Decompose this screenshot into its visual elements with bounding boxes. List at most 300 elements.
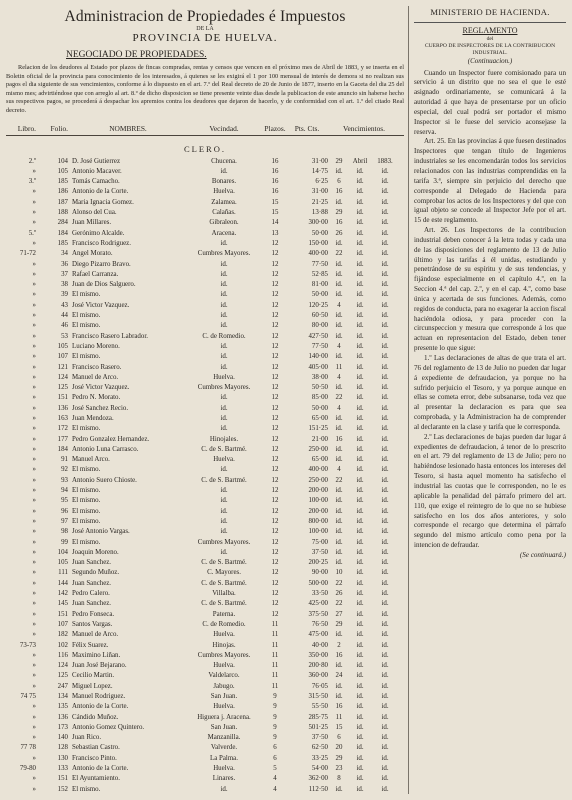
- row-dia: id.: [335, 785, 343, 793]
- row-mes: id.: [356, 167, 364, 175]
- row-mes: id.: [356, 538, 364, 546]
- row-cuota: 33·25: [311, 754, 328, 762]
- row-folio: 135: [57, 703, 68, 711]
- column-divider: [408, 6, 409, 794]
- row-anio: id.: [381, 301, 389, 309]
- table-row: [6, 455, 404, 465]
- row-plazos: 16: [271, 167, 279, 175]
- row-vecindad: C. de S. Bartmé.: [201, 579, 247, 587]
- row-cuota: 21·00: [311, 435, 328, 443]
- table-row: [6, 218, 404, 228]
- table-row: [6, 599, 404, 609]
- table-row: [6, 568, 404, 578]
- row-plazos: 11: [271, 662, 279, 670]
- row-dia: id.: [335, 260, 343, 268]
- row-dia: id.: [335, 538, 343, 546]
- row-anio: id.: [381, 569, 389, 577]
- row-vecindad: Cumbres Mayores.: [197, 250, 251, 258]
- row-name: Tomás Camacho.: [72, 178, 120, 186]
- row-libro: »: [32, 404, 36, 412]
- table-row: [6, 393, 404, 403]
- row-cuota: 250·00: [308, 476, 328, 484]
- row-dia: 22: [335, 394, 343, 402]
- row-cuota: 31·00: [311, 188, 328, 196]
- row-mes: id.: [356, 466, 364, 474]
- continuacion-label: (Continuacion.): [467, 56, 513, 65]
- row-vecindad: id.: [220, 404, 228, 412]
- row-plazos: 12: [271, 332, 279, 340]
- row-cuota: 200·00: [308, 487, 328, 495]
- row-folio: 125: [57, 384, 68, 392]
- row-vecindad: C. de Romedio.: [202, 332, 246, 340]
- row-plazos: 12: [271, 445, 279, 453]
- row-mes: id.: [356, 569, 364, 577]
- row-dia: id.: [335, 353, 343, 361]
- row-name: El mismo.: [72, 291, 101, 299]
- row-folio: 92: [61, 466, 68, 474]
- row-folio: 128: [57, 744, 68, 752]
- table-row: [6, 229, 404, 239]
- row-folio: 142: [57, 590, 68, 598]
- row-folio: 188: [57, 209, 68, 217]
- row-folio: 247: [57, 682, 68, 690]
- row-anio: id.: [381, 188, 389, 196]
- row-libro: »: [32, 662, 36, 670]
- table-row: [6, 527, 404, 537]
- row-plazos: 12: [271, 559, 279, 567]
- table-row: [6, 476, 404, 486]
- row-anio: id.: [381, 476, 389, 484]
- row-libro: »: [32, 384, 36, 392]
- row-libro: »: [32, 270, 36, 278]
- row-mes: id.: [356, 445, 364, 453]
- row-mes: id.: [356, 209, 364, 217]
- row-cuota: 200·00: [308, 507, 328, 515]
- row-anio: id.: [381, 631, 389, 639]
- table-row: [6, 239, 404, 249]
- row-dia: 22: [335, 476, 343, 484]
- row-plazos: 6: [273, 744, 277, 752]
- table-row: [6, 414, 404, 424]
- row-vecindad: C. de Romedio.: [202, 620, 246, 628]
- row-plazos: 9: [273, 723, 277, 731]
- table-row: [6, 702, 404, 712]
- row-mes: id.: [356, 219, 364, 227]
- row-libro: »: [32, 723, 36, 731]
- table-row: [6, 290, 404, 300]
- row-mes: id.: [356, 342, 364, 350]
- row-libro: 2.º: [28, 157, 36, 165]
- row-mes: id.: [356, 775, 364, 783]
- row-folio: 116: [57, 651, 68, 659]
- row-folio: 37: [61, 270, 68, 278]
- row-anio: id.: [381, 713, 389, 721]
- row-dia: 22: [335, 250, 343, 258]
- row-plazos: 4: [273, 775, 277, 783]
- row-anio: id.: [381, 363, 389, 371]
- row-cuota: 425·00: [308, 600, 328, 608]
- row-folio: 96: [61, 507, 68, 515]
- row-plazos: 12: [271, 476, 279, 484]
- row-folio: 105: [57, 559, 68, 567]
- row-plazos: 12: [271, 384, 279, 392]
- row-cuota: 151·25: [308, 425, 328, 433]
- row-dia: 8: [337, 775, 341, 783]
- row-mes: id.: [356, 476, 364, 484]
- row-cuota: 112·50: [308, 785, 328, 793]
- table-row: [6, 589, 404, 599]
- row-plazos: 12: [271, 538, 279, 546]
- table-row: [6, 280, 404, 290]
- row-plazos: 9: [273, 703, 277, 711]
- debtors-table: [6, 157, 404, 795]
- row-name: El mismo.: [72, 353, 101, 361]
- row-anio: id.: [381, 754, 389, 762]
- row-plazos: 11: [271, 672, 279, 680]
- row-anio: id.: [381, 497, 389, 505]
- row-dia: 26: [335, 229, 343, 237]
- row-cuota: 100·00: [308, 497, 328, 505]
- row-mes: id.: [356, 754, 364, 762]
- row-dia: id.: [335, 198, 343, 206]
- row-cuota: 13·88: [311, 209, 328, 217]
- table-row: [6, 496, 404, 506]
- row-mes: id.: [356, 456, 364, 464]
- row-name: José Antonio Vargas.: [72, 528, 130, 536]
- row-mes: id.: [356, 229, 364, 237]
- row-libro: »: [32, 528, 36, 536]
- row-cuota: 405·00: [308, 363, 328, 371]
- row-libro: 3.º: [28, 178, 36, 186]
- row-plazos: 12: [271, 456, 279, 464]
- row-name: Manuel de Arco.: [72, 373, 119, 381]
- row-cuota: 120·25: [308, 301, 328, 309]
- row-mes: id.: [356, 394, 364, 402]
- row-cuota: 80·00: [311, 322, 328, 330]
- table-row: [6, 311, 404, 321]
- row-anio: id.: [381, 229, 389, 237]
- row-mes: id.: [356, 414, 364, 422]
- table-row: [6, 435, 404, 445]
- table-row: [6, 733, 404, 743]
- row-libro: »: [32, 476, 36, 484]
- row-name: Juan Mendoza.: [72, 414, 114, 422]
- row-dia: id.: [335, 312, 343, 320]
- table-row: [6, 465, 404, 475]
- row-anio: id.: [381, 765, 389, 773]
- row-mes: id.: [356, 723, 364, 731]
- row-name: José Victor Vazquez.: [72, 301, 130, 309]
- row-anio: id.: [381, 507, 389, 515]
- row-vecindad: id.: [220, 394, 228, 402]
- row-cuota: 50·00: [311, 229, 328, 237]
- row-folio: 145: [57, 600, 68, 608]
- row-name: El mismo.: [72, 507, 101, 515]
- row-mes: id.: [356, 579, 364, 587]
- row-vecindad: id.: [220, 528, 228, 536]
- row-name: Antonio de la Corte.: [72, 703, 129, 711]
- row-folio: 130: [57, 754, 68, 762]
- row-name: Luciano Moreno.: [72, 342, 120, 350]
- row-dia: 2: [337, 641, 341, 649]
- row-name: José Victor Vazquez.: [72, 384, 130, 392]
- row-dia: 6: [337, 734, 341, 742]
- row-mes: id.: [356, 548, 364, 556]
- table-row: [6, 538, 404, 548]
- row-cuota: 400·00: [308, 250, 328, 258]
- row-name: Francisco Pinto.: [72, 754, 117, 762]
- regulation-paragraph: Cuando un Inspector fuere comisionado para un servicio á un distrito que no sea el que le esté asignado ordinariamente, se comunicará á la autoridad á que haya de presentarse por un oficio especial, del cual podrá ser portador el mismo Inspector si le fuese del servicio aconsejase la reserva.: [414, 68, 566, 136]
- row-dia: id.: [335, 414, 343, 422]
- row-vecindad: Hinojales.: [209, 435, 239, 443]
- row-name: Cecilio Martin.: [72, 672, 115, 680]
- row-mes: id.: [356, 672, 364, 680]
- row-mes: id.: [356, 641, 364, 649]
- row-anio: id.: [381, 425, 389, 433]
- row-libro: 74 75: [20, 693, 36, 700]
- row-cuota: 315·50: [308, 693, 328, 700]
- row-libro: »: [32, 342, 36, 350]
- row-plazos: 12: [271, 548, 279, 556]
- row-plazos: 12: [271, 270, 279, 278]
- row-vecindad: Villalba.: [212, 590, 236, 598]
- row-plazos: 12: [271, 487, 279, 495]
- row-vecindad: id.: [220, 312, 228, 320]
- table-row: [6, 682, 404, 692]
- row-mes: id.: [356, 662, 364, 670]
- row-name: Juan Sanchez.: [72, 600, 112, 608]
- row-vecindad: Calañas.: [212, 209, 236, 217]
- row-vecindad: C. de S. Bartmé.: [201, 600, 247, 608]
- row-folio: 44: [61, 312, 68, 320]
- table-row: [6, 157, 404, 167]
- row-vecindad: id.: [220, 414, 228, 422]
- row-vecindad: id.: [220, 322, 228, 330]
- row-dia: id.: [335, 487, 343, 495]
- row-mes: id.: [356, 260, 364, 268]
- row-folio: 34: [61, 250, 68, 258]
- row-anio: id.: [381, 703, 389, 711]
- row-plazos: 6: [273, 754, 277, 762]
- row-libro: »: [32, 610, 36, 618]
- row-vecindad: Huelva.: [213, 703, 235, 711]
- row-libro: »: [32, 281, 36, 289]
- row-anio: id.: [381, 693, 389, 700]
- row-vecindad: id.: [220, 301, 228, 309]
- row-vecindad: Hinojas.: [212, 641, 236, 649]
- row-name: Antonio Luna Carrasco.: [72, 445, 139, 453]
- row-cuota: 37·50: [311, 734, 328, 742]
- row-mes: id.: [356, 425, 364, 433]
- row-folio: 105: [57, 167, 68, 175]
- row-libro: »: [32, 312, 36, 320]
- row-dia: id.: [335, 497, 343, 505]
- row-libro: »: [32, 517, 36, 525]
- regulation-body: [414, 69, 566, 551]
- row-folio: 124: [57, 373, 68, 381]
- row-anio: id.: [381, 384, 389, 392]
- row-libro: »: [32, 559, 36, 567]
- row-anio: id.: [381, 404, 389, 412]
- row-vecindad: Huelva.: [213, 188, 235, 196]
- table-row: [6, 548, 404, 558]
- row-mes: id.: [356, 322, 364, 330]
- row-folio: 95: [61, 497, 68, 505]
- row-plazos: 12: [271, 579, 279, 587]
- row-libro: »: [32, 363, 36, 371]
- row-mes: id.: [356, 363, 364, 371]
- row-vecindad: id.: [220, 548, 228, 556]
- row-cuota: 65·00: [311, 414, 328, 422]
- row-plazos: 12: [271, 373, 279, 381]
- table-row: [6, 352, 404, 362]
- row-anio: id.: [381, 548, 389, 556]
- row-mes: id.: [356, 497, 364, 505]
- row-plazos: 12: [271, 363, 279, 371]
- row-cuota: 400·00: [308, 466, 328, 474]
- row-name: Maria Ignacia Gomez.: [72, 198, 134, 206]
- col-plazos: Plazos.: [264, 123, 286, 133]
- row-vecindad: id.: [220, 260, 228, 268]
- table-row: [6, 260, 404, 270]
- row-folio: 185: [57, 239, 68, 247]
- row-anio: id.: [381, 641, 389, 649]
- row-name: El mismo.: [72, 497, 101, 505]
- row-libro: »: [32, 435, 36, 443]
- row-anio: id.: [381, 579, 389, 587]
- row-libro: »: [32, 590, 36, 598]
- table-row: [6, 713, 404, 723]
- row-libro: »: [32, 703, 36, 711]
- row-cuota: 250·00: [308, 445, 328, 453]
- row-vecindad: C. de S. Bartmé.: [201, 445, 247, 453]
- row-dia: id.: [335, 528, 343, 536]
- row-dia: 4: [337, 466, 341, 474]
- row-libro: »: [32, 651, 36, 659]
- row-dia: id.: [335, 693, 343, 700]
- row-plazos: 12: [271, 414, 279, 422]
- row-mes: id.: [356, 178, 364, 186]
- table-row: [6, 785, 404, 795]
- row-anio: id.: [381, 744, 389, 752]
- table-row: [6, 774, 404, 784]
- row-dia: 11: [335, 713, 343, 721]
- row-libro: »: [32, 466, 36, 474]
- row-dia: 4: [337, 373, 341, 381]
- row-cuota: 14·75: [311, 167, 328, 175]
- row-anio: id.: [381, 373, 389, 381]
- row-name: Rafael Carranza.: [72, 270, 119, 278]
- row-dia: id.: [335, 281, 343, 289]
- row-cuota: 285·75: [308, 713, 328, 721]
- row-folio: 284: [57, 219, 68, 227]
- province-title: PROVINCIA DE HUELVA.: [132, 32, 278, 44]
- row-libro: »: [32, 579, 36, 587]
- row-vecindad: Jabugo.: [213, 682, 235, 690]
- row-folio: 152: [57, 785, 68, 793]
- row-anio: id.: [381, 260, 389, 268]
- row-vecindad: id.: [220, 425, 228, 433]
- row-plazos: 9: [273, 693, 277, 700]
- row-libro: »: [32, 394, 36, 402]
- row-folio: 107: [57, 620, 68, 628]
- row-folio: 121: [57, 363, 68, 371]
- row-libro: 5.º: [28, 229, 36, 237]
- row-folio: 187: [57, 198, 68, 206]
- row-folio: 133: [57, 765, 68, 773]
- section-heading: CLERO.: [184, 143, 226, 154]
- row-plazos: 16: [271, 178, 279, 186]
- row-plazos: 11: [271, 620, 279, 628]
- row-plazos: 16: [271, 188, 279, 196]
- row-dia: id.: [335, 631, 343, 639]
- row-libro: »: [32, 353, 36, 361]
- row-vecindad: C. de S. Bartmé.: [201, 559, 247, 567]
- row-vecindad: Huelva.: [213, 373, 235, 381]
- row-cuota: 6·25: [315, 178, 328, 186]
- col-folio: Folio.: [50, 123, 68, 133]
- row-anio: id.: [381, 270, 389, 278]
- row-name: El mismo.: [72, 425, 101, 433]
- row-mes: id.: [356, 270, 364, 278]
- page-title: Administracion de Propiedades é Impuestos: [64, 8, 346, 25]
- row-vecindad: id.: [220, 353, 228, 361]
- row-libro: »: [32, 569, 36, 577]
- row-plazos: 12: [271, 250, 279, 258]
- row-name: Sebastian Castro.: [72, 744, 120, 752]
- row-dia: id.: [335, 517, 343, 525]
- row-folio: 125: [57, 672, 68, 680]
- table-row: [6, 754, 404, 764]
- table-row: [6, 692, 404, 702]
- table-row: [6, 383, 404, 393]
- row-vecindad: Higuera j. Aracena.: [197, 713, 251, 721]
- row-folio: 91: [61, 456, 68, 464]
- col-cuota: Pts. Cts.: [294, 123, 320, 133]
- row-mes: id.: [356, 373, 364, 381]
- table-row: [6, 651, 404, 661]
- row-plazos: 9: [273, 713, 277, 721]
- row-folio: 136: [57, 713, 68, 721]
- row-folio: 184: [57, 229, 68, 237]
- row-name: El mismo.: [72, 312, 101, 320]
- row-cuota: 50·00: [311, 404, 328, 412]
- table-row: [6, 198, 404, 208]
- row-plazos: 12: [271, 342, 279, 350]
- row-plazos: 12: [271, 507, 279, 515]
- row-folio: 151: [57, 610, 68, 618]
- row-name: Juan Sanchez.: [72, 579, 112, 587]
- row-libro: »: [32, 734, 36, 742]
- row-vecindad: id.: [220, 239, 228, 247]
- row-cuota: 52·85: [311, 270, 328, 278]
- property-notice-column: [6, 4, 404, 795]
- row-folio: 46: [61, 322, 68, 330]
- row-folio: 144: [57, 579, 68, 587]
- row-plazos: 11: [271, 682, 279, 690]
- row-libro: »: [32, 260, 36, 268]
- row-name: El mismo.: [72, 517, 101, 525]
- row-vecindad: San Juan.: [210, 723, 238, 731]
- row-vecindad: Huelva.: [213, 456, 235, 464]
- row-name: Maximino Liñan.: [72, 651, 121, 659]
- row-anio: id.: [381, 219, 389, 227]
- row-name: Juan Millares.: [72, 219, 112, 227]
- row-plazos: 15: [271, 209, 279, 217]
- row-plazos: 12: [271, 497, 279, 505]
- row-plazos: 12: [271, 404, 279, 412]
- row-mes: id.: [356, 384, 364, 392]
